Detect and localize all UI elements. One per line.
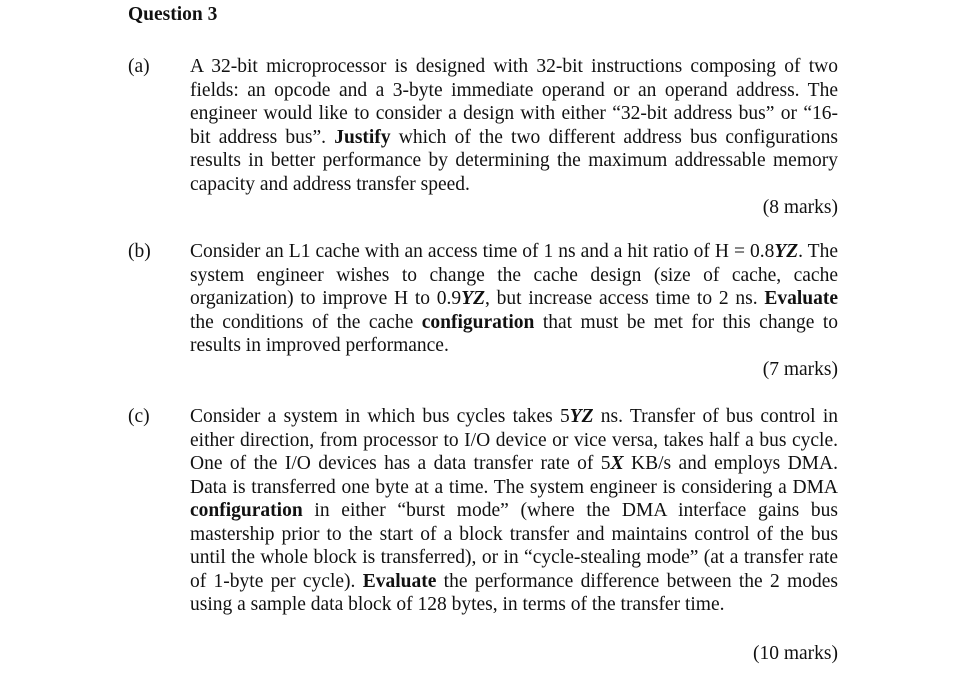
- bold-keyword: configuration: [190, 500, 303, 521]
- text-run: , but increase access time to 2 ns.: [485, 288, 765, 309]
- text-run: KB/s and employs DMA. Data is transferred one byte at a time. The system engineer is considering a DMA: [190, 453, 838, 498]
- part-a-marks: (8 marks): [762, 197, 838, 218]
- variable-placeholder: X: [610, 453, 624, 474]
- text-run: . The system engineer wishes to change the cache design (size of cache, cache organization) to improve H to 0.9: [190, 241, 838, 309]
- part-c-label: (c): [128, 406, 150, 427]
- text-run: Consider a system in which bus cycles takes 5: [190, 406, 570, 427]
- variable-placeholder: YZ: [569, 406, 594, 427]
- variable-placeholder: YZ: [461, 288, 486, 309]
- text-run: the performance difference between the 2 modes using a sample data block of 128 bytes, in terms of the transfer time.: [190, 570, 838, 615]
- bold-keyword: Justify: [334, 126, 391, 148]
- part-a-text: [190, 55, 838, 196]
- bold-keyword: Evaluate: [362, 570, 437, 592]
- text-run: which of the two different address bus configurations results in better performance by determining the maximum addressable memory capacity and address transfer speed.: [190, 126, 838, 195]
- part-c-text: [190, 405, 838, 617]
- text-run: Consider an L1 cache with an access time of 1 ns and a hit ratio of H = 0.8: [190, 241, 775, 262]
- text-run: ns. Transfer of bus control in either direction, from processor to I/O device or vice versa, takes half a bus cycle. One of the I/O devices has a data transfer rate of 5: [190, 406, 838, 474]
- text-run: in either “burst mode” (where the DMA interface gains bus mastership prior to the start of a block transfer and maintains control of the bus until the whole block is transferred), or in “cycle-stealing mode” (at a transfer rate of 1-byte per cycle).: [190, 500, 838, 592]
- part-b-marks: (7 marks): [762, 359, 838, 380]
- text-run: A 32-bit microprocessor is designed with 32-bit instructions composing of two fields: an opcode and a 3-byte immediate operand or an operand address. The engineer would like to consider a design with either “32-bit address bus” or “16-bit address bus”.: [190, 56, 838, 148]
- question-title: Question 3: [128, 4, 218, 25]
- part-a-label: (a): [128, 56, 150, 77]
- text-run: the conditions of the cache: [190, 311, 422, 333]
- part-b-label: (b): [128, 241, 151, 262]
- part-c-marks: (10 marks): [752, 643, 838, 664]
- bold-keyword: configuration: [421, 311, 535, 333]
- text-run: that must be met for this change to results in improved performance.: [190, 311, 838, 356]
- part-b-text: [190, 240, 838, 358]
- bold-keyword: Evaluate: [764, 288, 839, 309]
- variable-placeholder: YZ: [774, 241, 799, 262]
